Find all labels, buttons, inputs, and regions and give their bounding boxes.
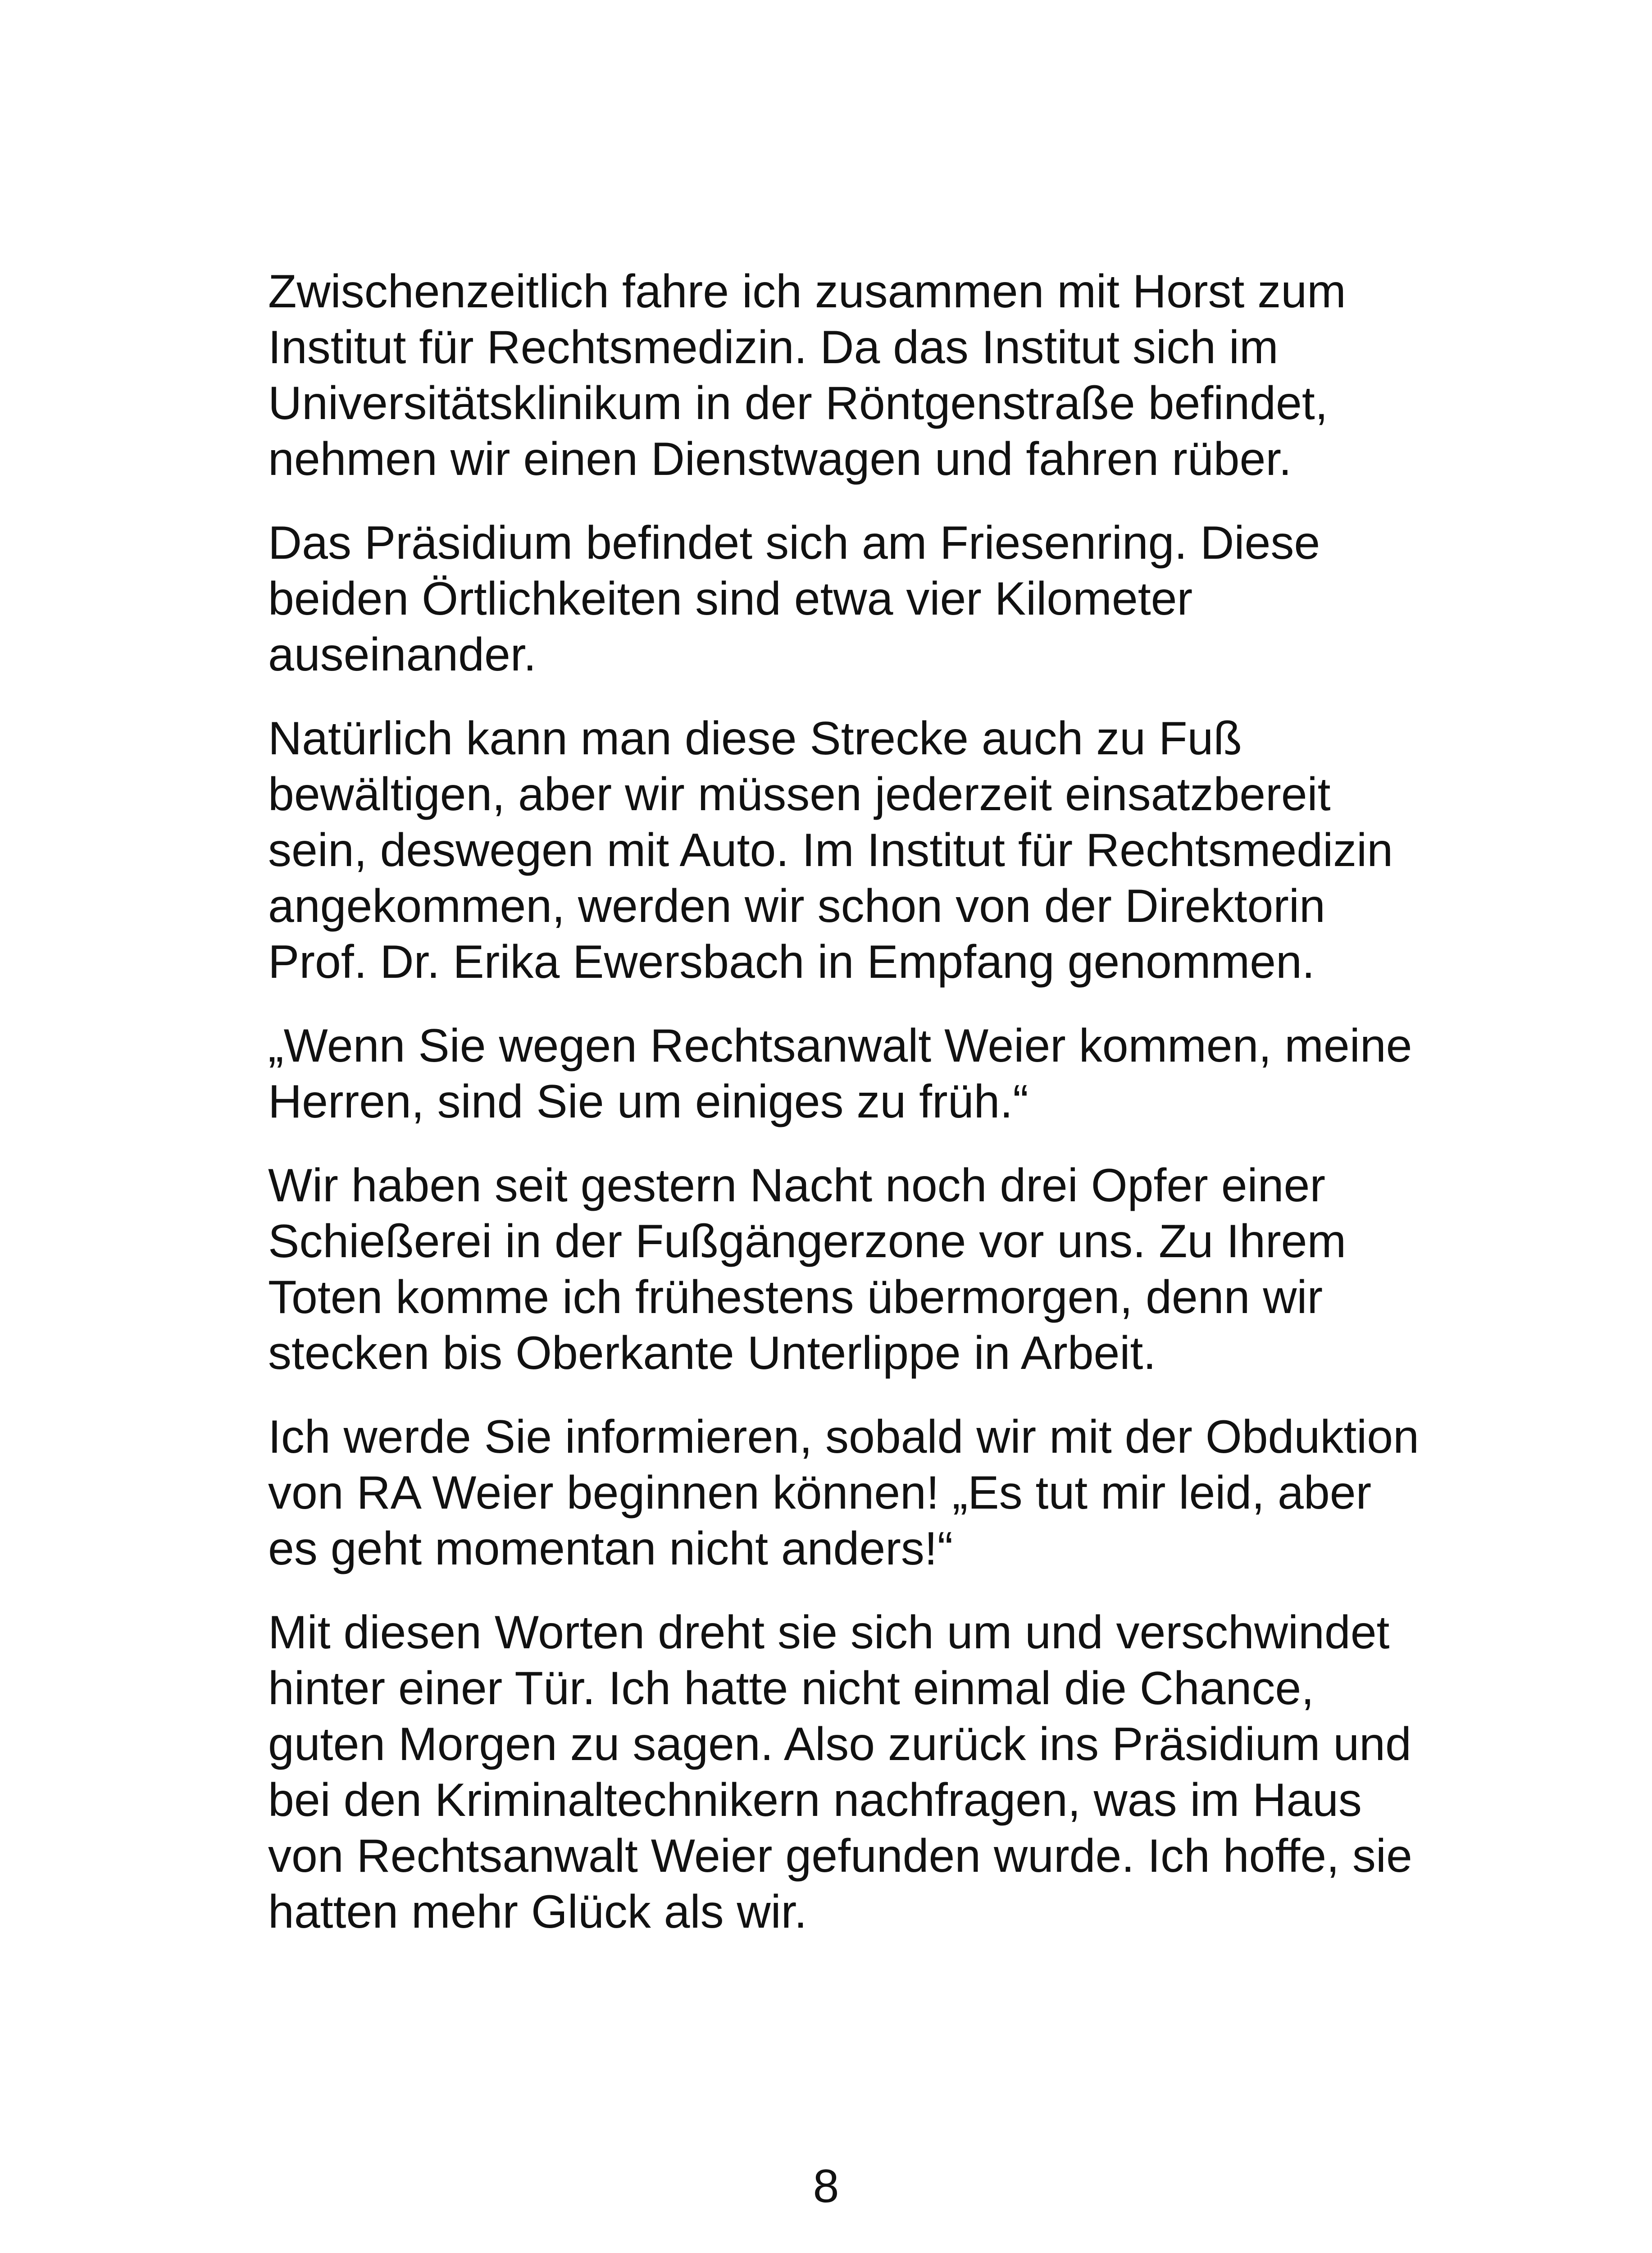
paragraph-line: beiden Örtlichkeiten sind etwa vier Kilometer: [268, 573, 1193, 625]
paragraph-line: stecken bis Oberkante Unterlippe in Arbeit.: [268, 1327, 1156, 1379]
paragraph-line: guten Morgen zu sagen. Also zurück ins Präsidium und: [268, 1718, 1411, 1770]
paragraph-line: Herren, sind Sie um einiges zu früh.“: [268, 1076, 1029, 1128]
body-text: [268, 264, 1419, 1968]
paragraph-2: [268, 515, 1403, 683]
paragraph-line: Das Präsidium befindet sich am Friesenring. Diese: [268, 517, 1320, 569]
paragraph-line: von Rechtsanwalt Weier gefunden wurde. Ich hoffe, sie: [268, 1830, 1412, 1882]
paragraph-line: Universitätsklinikum in der Röntgenstraße befindet,: [268, 377, 1328, 429]
paragraph-line: Schießerei in der Fußgängerzone vor uns. Zu Ihrem: [268, 1215, 1347, 1268]
paragraph-5: [268, 1158, 1403, 1381]
page-number: 8: [813, 2160, 839, 2212]
paragraph-line: Ich werde Sie informieren, sobald wir mit der Obduktion: [268, 1411, 1419, 1463]
paragraph-line: Prof. Dr. Erika Ewersbach in Empfang genommen.: [268, 936, 1315, 988]
paragraph-line: von RA Weier beginnen können! „Es tut mir leid, aber: [268, 1467, 1372, 1519]
paragraph-line: Mit diesen Worten dreht sie sich um und verschwindet: [268, 1606, 1390, 1659]
paragraph-line: hatten mehr Glück als wir.: [268, 1886, 807, 1938]
paragraph-line: Zwischenzeitlich fahre ich zusammen mit Horst zum: [268, 265, 1346, 318]
paragraph-line: es geht momentan nicht anders!“: [268, 1523, 953, 1575]
paragraph-line: nehmen wir einen Dienstwagen und fahren rüber.: [268, 433, 1292, 485]
paragraph-4: [268, 1018, 1412, 1130]
paragraph-line: sein, deswegen mit Auto. Im Institut für Rechtsmedizin: [268, 824, 1393, 876]
paragraph-3: [268, 711, 1403, 990]
paragraph-line: Natürlich kann man diese Strecke auch zu Fuß: [268, 712, 1242, 765]
paragraph-1: [268, 264, 1403, 487]
paragraph-7: [268, 1605, 1412, 1940]
paragraph-line: „Wenn Sie wegen Rechtsanwalt Weier kommen, meine: [268, 1020, 1412, 1072]
paragraph-line: bei den Kriminaltechnikern nachfragen, was im Haus: [268, 1774, 1362, 1826]
paragraph-line: angekommen, werden wir schon von der Direktorin: [268, 880, 1325, 932]
paragraph-line: Toten komme ich frühestens übermorgen, denn wir: [268, 1271, 1323, 1323]
paragraph-6: [268, 1409, 1419, 1577]
paragraph-line: Institut für Rechtsmedizin. Da das Institut sich im: [268, 321, 1279, 374]
paragraph-line: bewältigen, aber wir müssen jederzeit einsatzbereit: [268, 768, 1331, 821]
paragraph-line: Wir haben seit gestern Nacht noch drei Opfer einer: [268, 1159, 1325, 1212]
paragraph-line: auseinander.: [268, 629, 537, 681]
paragraph-line: hinter einer Tür. Ich hatte nicht einmal die Chance,: [268, 1662, 1315, 1715]
